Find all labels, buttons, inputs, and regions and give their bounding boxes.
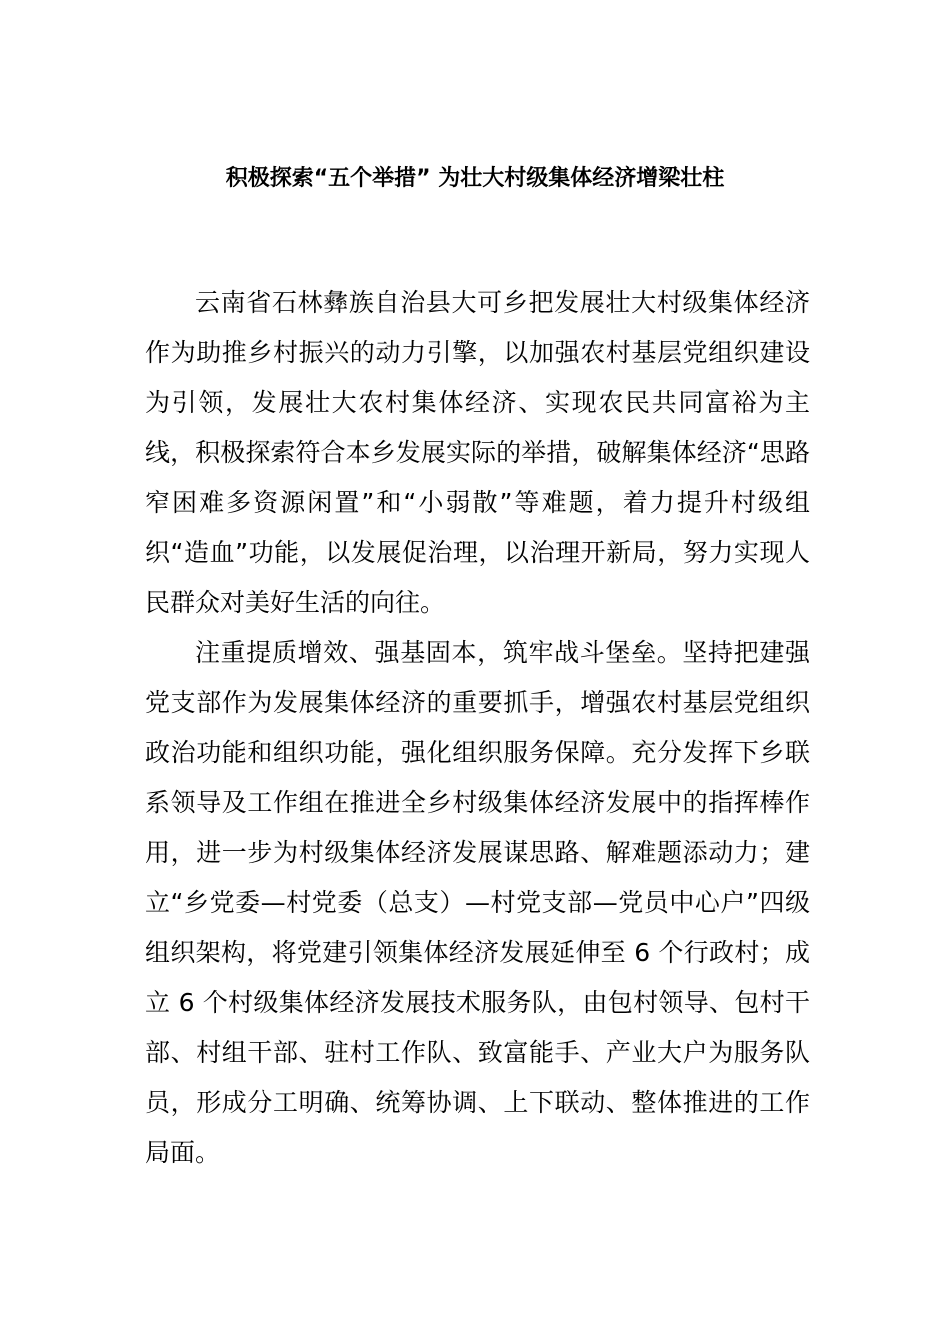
paragraph-measure-1: 注重提质增效、强基固本，筑牢战斗堡垒。坚持把建强党支部作为发展集体经济的重要抓手，增强农村基层党组织政治功能和组织功能，强化组织服务保障。充分发挥下乡联系领导及工作组在推进全乡村级集体经济发展中的指挥棒作用，进一步为村级集体经济发展谋思路、解难题添动力；建立“乡党委—村党委（总支）—村党支部—党员中心户”四级组织架构，将党建引领集体经济发展延伸至 6 个行政村；成立 6 个村级集体经济发展技术服务队，由包村领导、包村干部、村组干部、驻村工作队、致富能手、产业大户为服务队员，形成分工明确、统筹协调、上下联动、整体推进的工作局面。: [145, 638, 810, 1167]
paragraph-intro: 云南省石林彝族自治县大可乡把发展壮大村级集体经济作为助推乡村振兴的动力引擎，以加强农村基层党组织建设为引领，发展壮大农村集体经济、实现农民共同富裕为主线，积极探索符合本乡发展实际的举措，破解集体经济“思路窄困难多资源闲置”和“小弱散”等难题，着力提升村级组织“造血”功能，以发展促治理，以治理开新局，努力实现人民群众对美好生活的向往。: [145, 288, 810, 617]
document-body: [145, 278, 810, 1178]
document-title: 积极探索“五个举措” 为壮大村级集体经济增梁壮柱: [225, 166, 725, 191]
